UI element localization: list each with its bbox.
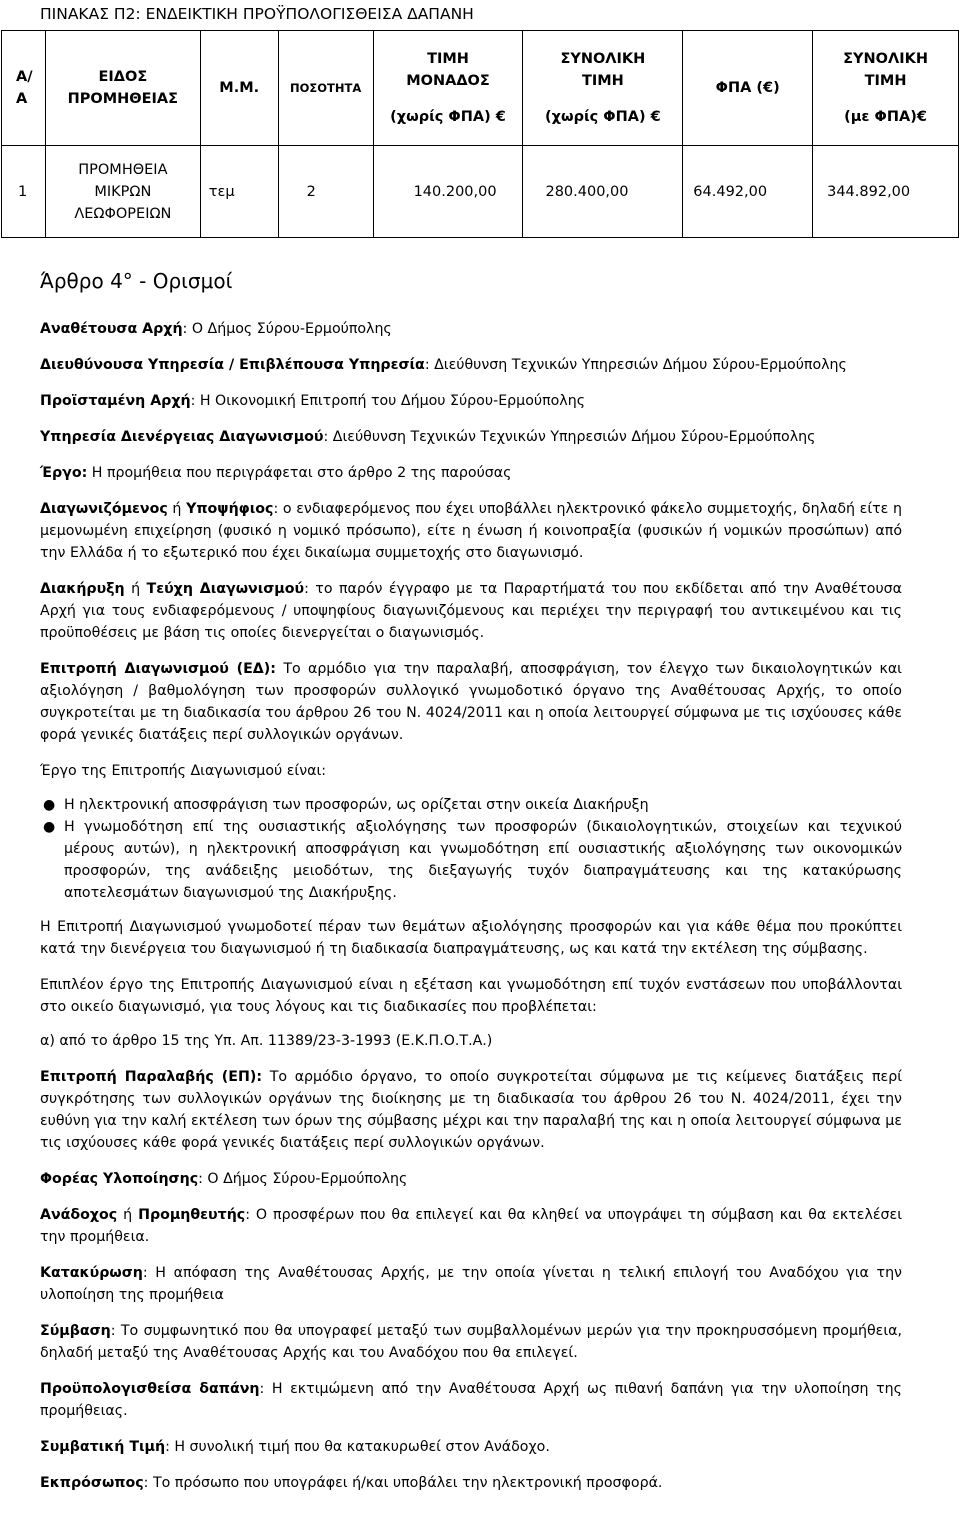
cell-fpa: 64.492,00	[683, 146, 813, 238]
table-row	[2, 146, 959, 238]
epitropi-ergo-intro: Έργο της Επιτροπής Διαγωνισμού είναι:	[40, 763, 327, 779]
def-proypologistheisa-dapani: Προϋπολογισθείσα δαπάνη: Η εκτιμώμενη από την Αναθέτουσα Αρχή ως πιθανή δαπάνη για την υλοποίηση της προμήθειας.	[40, 1381, 902, 1419]
def-diakiryxi: Διακήρυξη ή Τεύχη Διαγωνισμού: το παρόν έγγραφο με τα Παραρτήματά του που εκδίδεται από την Αναθέτουσα Αρχή για τους ενδιαφερόμενους / υποψηφίους διαγωνιζόμενους και περιέχει την περιγραφή του αντικειμένου και τις προϋποθέσεις με βάση τις οποίες διενεργείται ο διαγωνισμός.	[40, 581, 903, 641]
header-timi-monados: ΤΙΜΗ ΜΟΝΑΔΟΣ (χωρίς ΦΠΑ) €	[373, 31, 523, 146]
table-title: ΠΙΝΑΚΑΣ Π2: ΕΝΔΕΙΚΤΙΚΗ ΠΡΟΫΠΟΛΟΓΙΣΘΕΙΣΑ ΔΑΠΑΝΗ	[40, 5, 474, 23]
article-heading: Άρθρο 4° - Ορισμοί	[40, 269, 233, 293]
def-dieuthynousa: Διευθύνουσα Υπηρεσία / Επιβλέπουσα Υπηρεσία: Διεύθυνση Τεχνικών Υπηρεσιών Δήμου Σύρου-Ερμούπολης	[40, 357, 847, 373]
paragraph-arthro-15: α) από το άρθρο 15 της Υπ. Απ. 11389/23-3-1993 (Ε.Κ.Π.Ο.Τ.Α.)	[40, 1033, 493, 1049]
cell-synoliki-me: 344.892,00	[813, 146, 959, 238]
header-aa: Α/ Α	[2, 31, 46, 146]
header-synoliki-me: ΣΥΝΟΛΙΚΗ ΤΙΜΗ (με ΦΠΑ)€	[813, 31, 959, 146]
cell-synoliki-xoris: 280.400,00	[523, 146, 683, 238]
list-item: ● Η γνωμοδότηση επί της ουσιαστικής αξιολόγησης των προσφορών (δικαιολογητικών, στοιχείων και τεχνικού μέρους αυτών), η ηλεκτρονική αποσφράγιση και γνωμοδότηση επί ουσιαστικής αξιολόγησης των οικονομικών προσφορών, της ανάδειξης μειοδότων, της διεξαγωγής τυχόν διαπραγμάτευσης και της κατακύρωσης αποτελεσμάτων διαγωνισμού της Διακήρυξης.	[43, 819, 902, 901]
def-katakyrosi: Κατακύρωση: Η απόφαση της Αναθέτουσας Αρχής, με την οποία γίνεται η τελική επιλογή του Αναδόχου για την υλοποίηση της προμήθεια	[40, 1265, 902, 1303]
def-diagonizomenos: Διαγωνιζόμενος ή Υποψήφιος: ο ενδιαφερόμενος που έχει υποβάλλει ηλεκτρονικό φάκελο συμμετοχής, δηλαδή είτε η μεμονωμένη επιχείρηση (φυσικό η νομικό πρόσωπο), είτε η ένωση ή κοινοπραξία (φυσικών ή νομικών προσώπων) από την Ελλάδα ή το εξωτερικό που έχει δικαίωμα συμμετοχής στο διαγωνισμό.	[40, 501, 902, 561]
def-foreas-ylopoiisis: Φορέας Υλοποίησης: Ο Δήμος Σύρου-Ερμούπολης	[40, 1171, 408, 1187]
def-anadoxos: Ανάδοχος ή Προμηθευτής: Ο προσφέρων που θα επιλεγεί και θα κληθεί να υπογράψει τη σύμβαση και θα εκτελέσει την προμήθεια.	[40, 1207, 902, 1245]
def-epitropi-diagonismou: Επιτροπή Διαγωνισμού (ΕΔ): Το αρμόδιο για την παραλαβή, αποσφράγιση, τον έλεγχο των δικαιολογητικών και αξιολόγηση / βαθμολόγηση των προσφορών συλλογικό γνωμοδοτικό όργανο της Αναθέτουσας Αρχής, το οποίο συγκροτείται με τη διαδικασία του άρθρου 26 του Ν. 4024/2011 και η οποία λειτουργεί σύμφωνα με τις ισχύουσες κάθε φορά γενικές διατάξεις περί συλλογικών οργάνων.	[40, 661, 902, 743]
header-eidos: ΕΙΔΟΣ ΠΡΟΜΗΘΕΙΑΣ	[45, 31, 200, 146]
def-epitropi-paralavis: Επιτροπή Παραλαβής (ΕΠ): Το αρμόδιο όργανο, το οποίο συγκροτείται σύμφωνα με τις κείμενες διατάξεις περί συγκρότησης των συλλογικών οργάνων της διοίκησης με τη διαδικασία του άρθρου 26 του Ν. 4024/2011, έχει την ευθύνη για την καλή εκτέλεση των όρων της σύμβασης μέχρι και την παραλαβή της και η οποία λειτουργεί σύμφωνα με τις ισχύουσες κάθε φορά γενικές διατάξεις περί συλλογικών οργάνων.	[40, 1069, 902, 1151]
def-symvasi: Σύμβαση: Το συμφωνητικό που θα υπογραφεί μεταξύ των συμβαλλομένων μερών για την προκηρυσσόμενη προμήθεια, δηλαδή μεταξύ της Αναθέτουσας Αρχής και του Αναδόχου που θα επιλεγεί.	[40, 1323, 902, 1361]
paragraph-enstaseis: Επιπλέον έργο της Επιτροπής Διαγωνισμού είναι η εξέταση και γνωμοδότηση επί τυχόν ενστάσεων που υποβάλλονται στο οικείο διαγωνισμό, για τους λόγους και τις διαδικασίες που προβλέπεται:	[40, 977, 902, 1015]
cell-aa: 1	[2, 146, 46, 238]
cell-timi-monados: 140.200,00	[373, 146, 523, 238]
cell-posotita: 2	[278, 146, 373, 238]
header-fpa: ΦΠΑ (€)	[683, 31, 813, 146]
cell-eidos: ΠΡΟΜΗΘΕΙΑ ΜΙΚΡΩΝ ΛΕΩΦΟΡΕΙΩΝ	[45, 146, 200, 238]
def-ergo: Έργο: Η προμήθεια που περιγράφεται στο άρθρο 2 της παρούσας	[40, 465, 512, 481]
paragraph-epitropi-gnomodotei: Η Επιτροπή Διαγωνισμού γνωμοδοτεί πέραν των θεμάτων αξιολόγησης προσφορών και για κάθε θέμα που προκύπτει κατά την διενέργεια του διαγωνισμού ή τη διαδικασία διαπραγμάτευσης, ως και κατά την εκτέλεση της σύμβασης.	[40, 919, 902, 957]
def-ekprosopos: Εκπρόσωπος: Το πρόσωπο που υπογράφει ή/και υποβάλει την ηλεκτρονική προσφορά.	[40, 1475, 663, 1491]
header-posotita: ΠΟΣΟΤΗΤΑ	[278, 31, 373, 146]
epitropi-ergo-list	[40, 794, 902, 904]
def-anathetousa: Αναθέτουσα Αρχή: Ο Δήμος Σύρου-Ερμούπολης	[40, 321, 392, 337]
def-proistameni: Προϊσταμένη Αρχή: Η Οικονομική Επιτροπή του Δήμου Σύρου-Ερμούπολης	[40, 393, 586, 409]
list-item: ● Η ηλεκτρονική αποσφράγιση των προσφορών, ως ορίζεται στην οικεία Διακήρυξη	[43, 797, 649, 813]
def-symvatiki-timi: Συμβατική Τιμή: Η συνολική τιμή που θα κατακυρωθεί στον Ανάδοχο.	[40, 1439, 550, 1455]
table-header-row	[2, 31, 959, 146]
header-mm: Μ.Μ.	[200, 31, 278, 146]
cell-mm: τεμ	[200, 146, 278, 238]
budget-table	[1, 30, 959, 238]
def-ypiresia-dienergeias: Υπηρεσία Διενέργειας Διαγωνισμού: Διεύθυνση Τεχνικών Τεχνικών Υπηρεσιών Δήμου Σύρου-Ερμούπολης	[40, 429, 816, 445]
header-synoliki-xoris: ΣΥΝΟΛΙΚΗ ΤΙΜΗ (χωρίς ΦΠΑ) €	[523, 31, 683, 146]
article-content	[40, 268, 902, 1508]
